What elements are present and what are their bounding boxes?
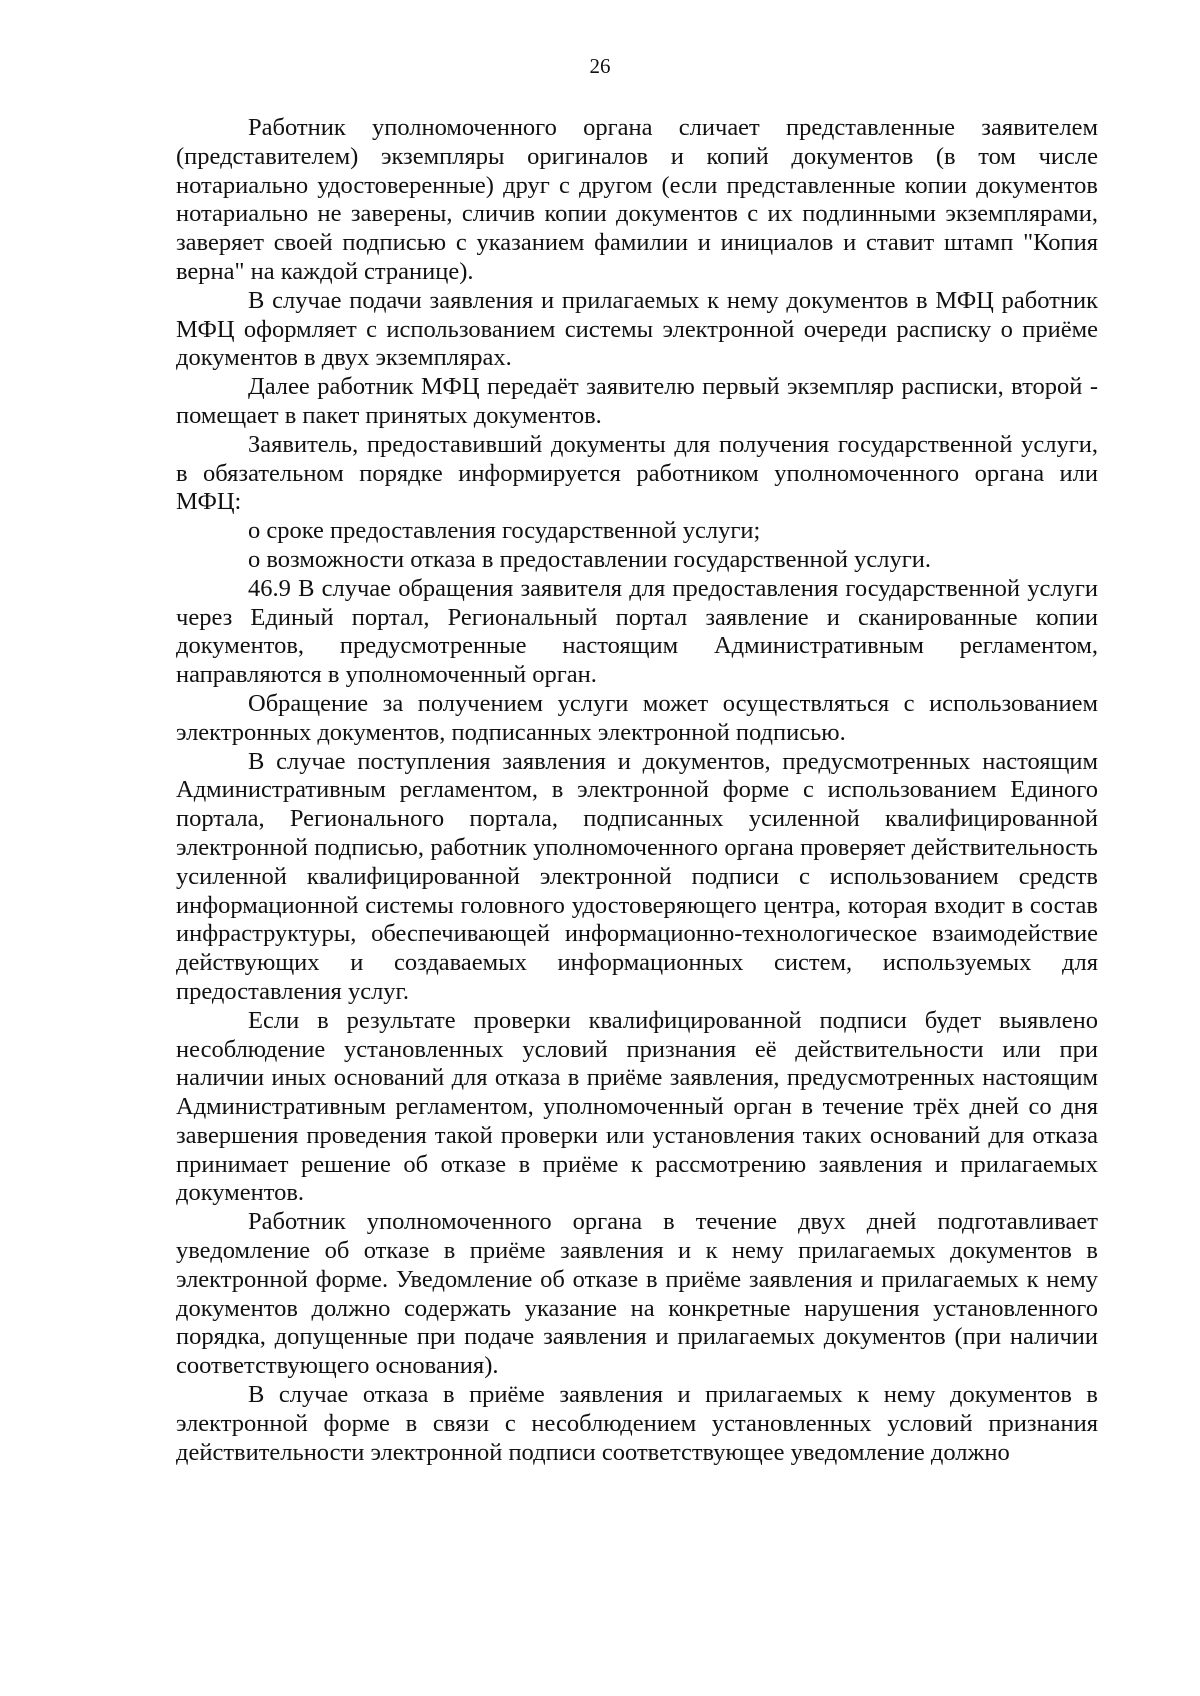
paragraph: Если в результате проверки квалифицированной подписи будет выявлено несоблюдение установленных условий признания её действительности или при наличии иных оснований для отказа в приёме заявления, предусмотренных настоящим Административным регламентом, уполномоченный орган в течение трёх дней со дня завершения проведения такой проверки или установления таких оснований для отказа принимает решение об отказе в приёме к рассмотрению заявления и прилагаемых документов. [176, 1006, 1098, 1207]
paragraph: Далее работник МФЦ передаёт заявителю первый экземпляр расписки, второй - помещает в пакет принятых документов. [176, 373, 1098, 429]
paragraph: Обращение за получением услуги может осуществляться с использованием электронных документов, подписанных электронной подписью. [176, 689, 1098, 746]
paragraph: Заявитель, предоставивший документы для получения государственной услуги, в обязательном порядке информируется работником уполномоченного органа или МФЦ: [176, 430, 1098, 516]
document-body [176, 114, 1098, 1467]
paragraph: В случае поступления заявления и документов, предусмотренных настоящим Административным регламентом, в электронной форме с использованием Единого портала, Регионального портала, подписанных усиленной квалифицированной электронной подписью, работник уполномоченного органа проверяет действительность усиленной квалифицированной электронной подписи с использованием средств информационной системы головного удостоверяющего центра, которая входит в состав инфраструктуры, обеспечивающей информационно-технологическое взаимодействие действующих и создаваемых информационных систем, используемых для предоставления услуг. [176, 747, 1098, 1005]
paragraph: Работник уполномоченного органа в течение двух дней подготавливает уведомление об отказе в приёме заявления и к нему прилагаемых документов в электронной форме. Уведомление об отказе в приёме заявления и прилагаемых к нему документов должно содержать указание на конкретные нарушения установленного порядка, допущенные при подаче заявления и прилагаемых документов (при наличии соответствующего основания). [176, 1208, 1098, 1380]
paragraph: В случае отказа в приёме заявления и прилагаемых к нему документов в электронной форме в связи с несоблюдением установленных условий признания действительности электронной подписи соответствующее уведомление должно [176, 1381, 1098, 1466]
paragraph: о сроке предоставления государственной услуги; [248, 517, 761, 545]
paragraph: Работник уполномоченного органа сличает представленные заявителем (представителем) экземпляры оригиналов и копий документов (в том числе нотариально удостоверенные) друг с другом (если представленные копии документов нотариально не заверены, сличив копии документов с их подлинными экземплярами, заверяет своей подписью с указанием фамилии и инициалов и ставит штамп "Копия верна" на каждой странице). [176, 114, 1098, 285]
page-number: 26 [589, 54, 611, 78]
paragraph: о возможности отказа в предоставлении государственной услуги. [248, 545, 932, 573]
paragraph: 46.9 В случае обращения заявителя для предоставления государственной услуги через Единый портал, Региональный портал заявление и сканированные копии документов, предусмотренные настоящим Административным регламентом, направляются в уполномоченный орган. [176, 574, 1098, 689]
paragraph: В случае подачи заявления и прилагаемых к нему документов в МФЦ работник МФЦ оформляет с использованием системы электронной очереди расписку о приёме документов в двух экземплярах. [176, 286, 1098, 372]
